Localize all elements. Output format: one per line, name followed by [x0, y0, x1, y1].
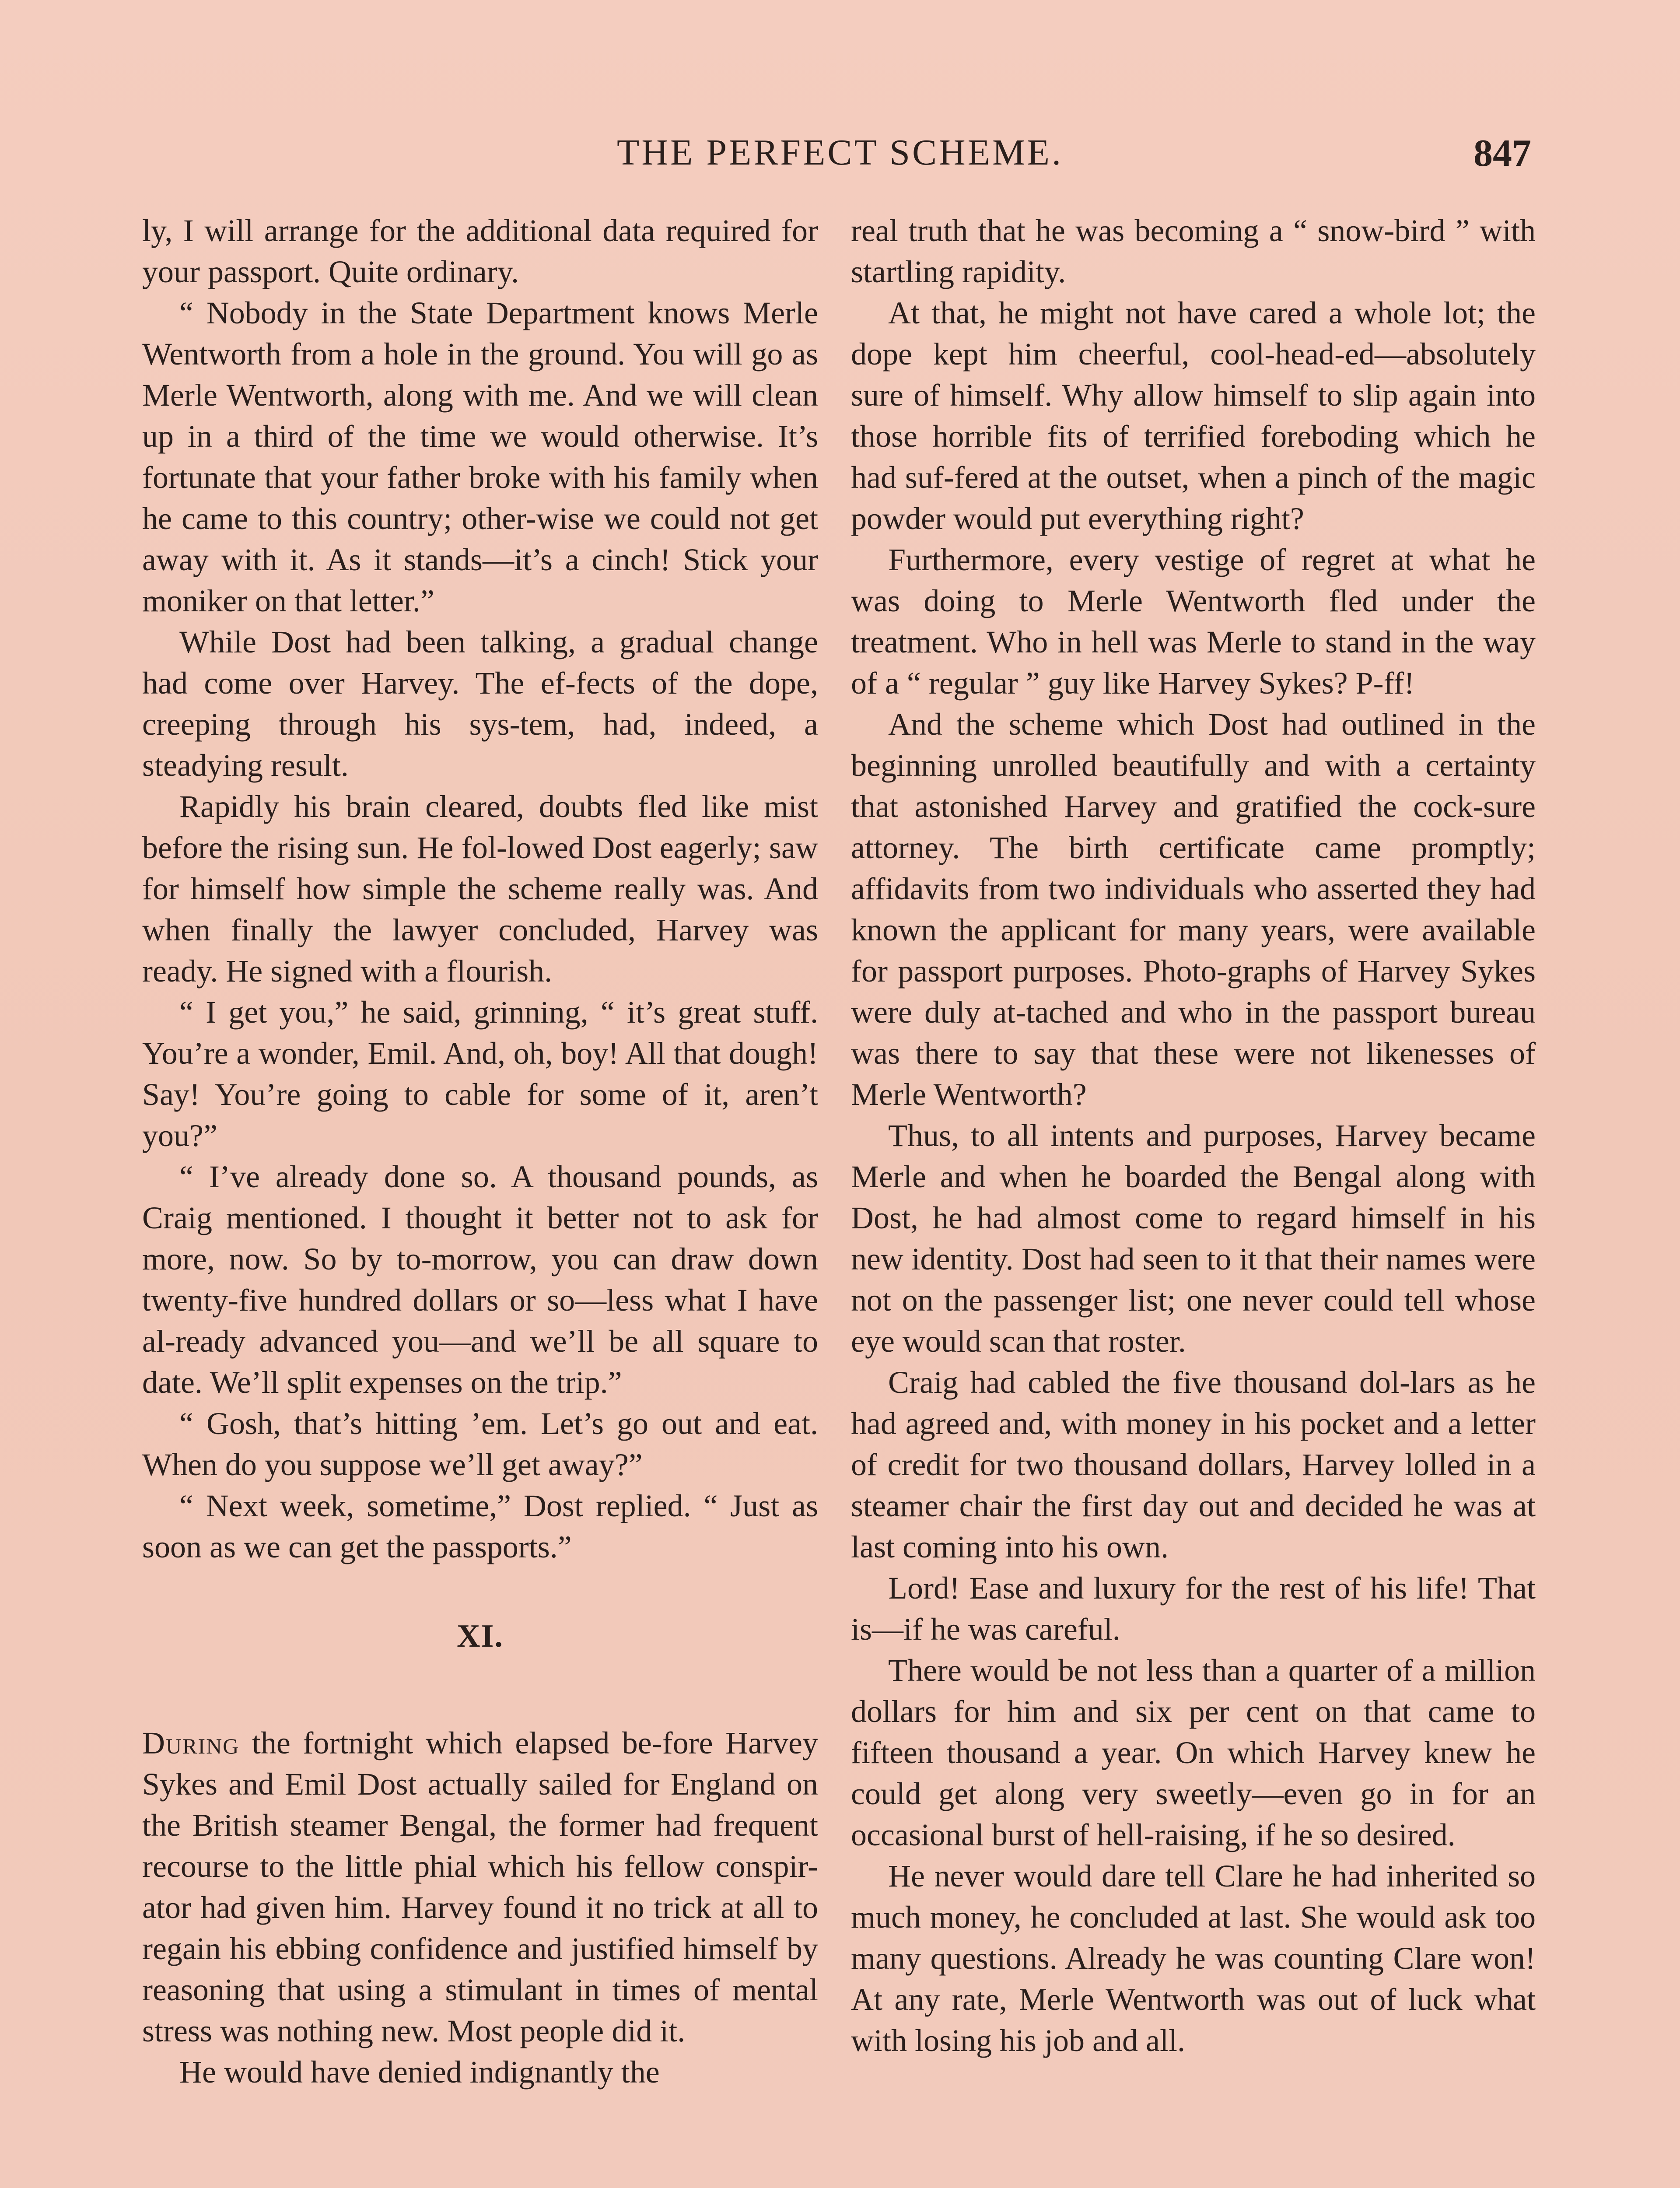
- paragraph: He would have denied indignantly the: [179, 2055, 660, 2090]
- paragraph: “ I’ve already done so. A thousand pounds, as Craig mentioned. I thought it better not to ask for more, now. So by to-morrow, you can draw down twenty-five hundred dollars or so—less what I have al-ready advanced you—and we’ll be all square to date. We’ll split expenses on the trip.”: [142, 1159, 818, 1400]
- lead-word: During: [142, 1725, 240, 1760]
- paragraph: “ Nobody in the State Department knows Merle Wentworth from a hole in the ground. You will go as Merle Wentworth, along with me. And we will clean up in a third of the time we would otherwise. It’s fortunate that your father broke with his family when he came to this country; other-wise we could not get away with it. As it stands—it’s a cinch! Stick your moniker on that letter.”: [142, 295, 818, 618]
- paragraph: And the scheme which Dost had outlined in the beginning unrolled beautifully and with a certainty that astonished Harvey and gratified the cock-sure attorney. The birth certificate came promptly; affidavits from two individuals who asserted they had known the applicant for many years, were available for passport purposes. Photo-graphs of Harvey Sykes were duly at-tached and who in the passport bureau was there to say that these were not likenesses of Merle Wentworth?: [851, 707, 1536, 1112]
- running-title: THE PERFECT SCHEME.: [617, 132, 1063, 173]
- page-number: 847: [1474, 132, 1531, 175]
- paragraph: “ Gosh, that’s hitting ’em. Let’s go out and eat. When do you suppose we’ll get away?”: [142, 1406, 818, 1482]
- paragraph: Craig had cabled the five thousand dol-lars as he had agreed and, with money in his pocket and a letter of credit for two thousand dollars, Harvey lolled in a steamer chair the first day out and decided he was at last coming into his own.: [851, 1365, 1536, 1564]
- paragraph: Lord! Ease and luxury for the rest of his life! That is—if he was careful.: [851, 1571, 1536, 1647]
- paragraph: ly, I will arrange for the additional data required for your passport. Quite ordinary.: [142, 213, 818, 289]
- paragraph: At that, he might not have cared a whole lot; the dope kept him cheerful, cool-head-ed—absolutely sure of himself. Why allow himself to slip again into those horrible fits of terrified foreboding which he had suf-fered at the outset, when a pinch of the magic powder would put everything right?: [851, 295, 1536, 536]
- chapter-heading: XI.: [457, 1618, 504, 1654]
- paragraph: Thus, to all intents and purposes, Harvey became Merle and when he boarded the Bengal along with Dost, he had almost come to regard himself in his new identity. Dost had seen to it that their names were not on the passenger list; one never could tell whose eye would scan that roster.: [851, 1118, 1536, 1359]
- paragraph-text: the fortnight which elapsed be-fore Harvey Sykes and Emil Dost actually sailed for England on the British steamer Bengal, the former had frequent recourse to the little phial which his fellow conspir-ator had given him. Harvey found it no trick at all to regain his ebbing confidence and justified himself by reasoning that using a stimulant in times of mental stress was nothing new. Most people did it.: [142, 1725, 818, 2048]
- paragraph: Furthermore, every vestige of regret at what he was doing to Merle Wentworth fled under the treatment. Who in hell was Merle to stand in the way of a “ regular ” guy like Harvey Sykes? P-ff!: [851, 542, 1536, 701]
- right-column: [851, 210, 1536, 2061]
- left-column: [142, 210, 818, 2093]
- paragraph: There would be not less than a quarter of a million dollars for him and six per cent on that came to fifteen thousand a year. On which Harvey knew he could get along very sweetly—even go in for an occasional burst of hell-raising, if he so desired.: [851, 1653, 1536, 1852]
- paragraph: He never would dare tell Clare he had inherited so much money, he concluded at last. She would ask too many questions. Already he was counting Clare won! At any rate, Merle Wentworth was out of luck what with losing his job and all.: [851, 1858, 1536, 2058]
- paragraph: While Dost had been talking, a gradual change had come over Harvey. The ef-fects of the dope, creeping through his sys-tem, had, indeed, a steadying result.: [142, 624, 818, 783]
- paragraph: “ I get you,” he said, grinning, “ it’s great stuff. You’re a wonder, Emil. And, oh, boy! All that dough! Say! You’re going to cable for some of it, aren’t you?”: [142, 995, 818, 1153]
- paragraph: real truth that he was becoming a “ snow-bird ” with startling rapidity.: [851, 213, 1536, 289]
- chapter-opening-paragraph: [142, 1722, 818, 2051]
- paragraph: “ Next week, sometime,” Dost replied. “ Just as soon as we can get the passports.”: [142, 1488, 818, 1564]
- paragraph: Rapidly his brain cleared, doubts fled like mist before the rising sun. He fol-lowed Dost eagerly; saw for himself how simple the scheme really was. And when finally the lawyer concluded, Harvey was ready. He signed with a flourish.: [142, 789, 818, 989]
